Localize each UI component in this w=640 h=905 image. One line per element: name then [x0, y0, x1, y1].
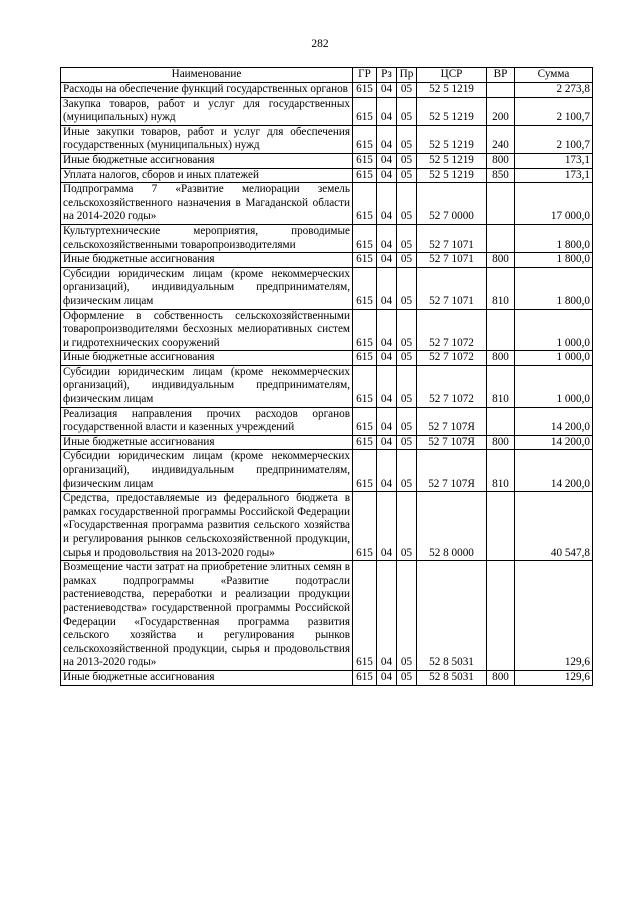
cell-csr: 52 5 1219 — [417, 125, 487, 153]
cell-csr: 52 7 1071 — [417, 267, 487, 309]
cell-csr: 52 7 107Я — [417, 435, 487, 450]
column-header-gr: ГР — [353, 68, 377, 83]
cell-rz: 04 — [377, 168, 397, 183]
cell-name: Иные бюджетные ассигнования — [61, 351, 353, 366]
cell-pr: 05 — [397, 492, 417, 561]
cell-vr: 200 — [487, 97, 515, 125]
cell-pr: 05 — [397, 267, 417, 309]
cell-gr: 615 — [353, 153, 377, 168]
column-header-vr: ВР — [487, 68, 515, 83]
cell-rz: 04 — [377, 407, 397, 435]
cell-name: Иные бюджетные ассигнования — [61, 253, 353, 268]
cell-gr: 615 — [353, 407, 377, 435]
table-row — [61, 153, 593, 168]
table-row — [61, 125, 593, 153]
cell-vr: 800 — [487, 435, 515, 450]
cell-csr: 52 8 5031 — [417, 561, 487, 671]
cell-gr: 615 — [353, 183, 377, 225]
cell-sum: 1 000,0 — [515, 351, 593, 366]
page-number: 282 — [311, 38, 329, 50]
cell-rz: 04 — [377, 435, 397, 450]
cell-pr: 05 — [397, 407, 417, 435]
cell-pr: 05 — [397, 450, 417, 492]
cell-name: Субсидии юридическим лицам (кроме некоммерческих организаций), индивидуальным предпринимателям, физическим лицам — [61, 450, 353, 492]
cell-rz: 04 — [377, 365, 397, 407]
table-row — [61, 407, 593, 435]
cell-sum: 14 200,0 — [515, 450, 593, 492]
cell-rz: 04 — [377, 267, 397, 309]
cell-vr: 810 — [487, 365, 515, 407]
cell-vr — [487, 309, 515, 351]
table-row — [61, 168, 593, 183]
cell-csr: 52 7 1071 — [417, 224, 487, 252]
cell-csr: 52 7 107Я — [417, 407, 487, 435]
cell-name: Оформление в собственность сельскохозяйственными товаропроизводителями бесхозных мелиоративных систем и гидротехнических сооружений — [61, 309, 353, 351]
cell-csr: 52 7 1072 — [417, 309, 487, 351]
cell-pr: 05 — [397, 253, 417, 268]
cell-vr — [487, 224, 515, 252]
cell-gr: 615 — [353, 168, 377, 183]
cell-name: Закупка товаров, работ и услуг для государственных (муниципальных) нужд — [61, 97, 353, 125]
cell-name: Подпрограмма 7 «Развитие мелиорации земель сельскохозяйственного назначения в Магаданской области на 2014-2020 годы» — [61, 183, 353, 225]
table-row — [61, 83, 593, 98]
cell-csr: 52 7 1071 — [417, 253, 487, 268]
cell-gr: 615 — [353, 365, 377, 407]
cell-rz: 04 — [377, 309, 397, 351]
cell-pr: 05 — [397, 183, 417, 225]
budget-table — [60, 67, 593, 686]
cell-name: Культуртехнические мероприятия, проводимые сельскохозяйственными товаропроизводителями — [61, 224, 353, 252]
cell-gr: 615 — [353, 561, 377, 671]
cell-vr: 810 — [487, 267, 515, 309]
cell-pr: 05 — [397, 561, 417, 671]
cell-rz: 04 — [377, 83, 397, 98]
table-row — [61, 670, 593, 685]
cell-rz: 04 — [377, 125, 397, 153]
cell-name: Реализация направления прочих расходов органов государственной власти и казенных учреждений — [61, 407, 353, 435]
cell-sum: 14 200,0 — [515, 435, 593, 450]
cell-sum: 2 100,7 — [515, 97, 593, 125]
cell-rz: 04 — [377, 253, 397, 268]
cell-pr: 05 — [397, 168, 417, 183]
cell-sum: 17 000,0 — [515, 183, 593, 225]
cell-name: Субсидии юридическим лицам (кроме некоммерческих организаций), индивидуальным предпринимателям, физическим лицам — [61, 365, 353, 407]
cell-name: Расходы на обеспечение функций государственных органов — [61, 83, 353, 98]
column-header-sum: Сумма — [515, 68, 593, 83]
cell-pr: 05 — [397, 309, 417, 351]
cell-name: Средства, предоставляемые из федерального бюджета в рамках государственной программы Российской Федерации «Государственная программа развития сельского хозяйства и регулирования рынков сельскохозяйственной продукции, сырья и продовольствия на 2013-2020 годы» — [61, 492, 353, 561]
cell-sum: 14 200,0 — [515, 407, 593, 435]
cell-sum: 173,1 — [515, 153, 593, 168]
cell-rz: 04 — [377, 153, 397, 168]
cell-name: Возмещение части затрат на приобретение элитных семян в рамках подпрограммы «Развитие подотрасли растениеводства, переработки и реализации продукции растениеводства» государственной программы Российской Федерации «Государственная программа развития сельского хозяйства и регулирования рынков сельскохозяйственной продукции, сырья и продовольствия на 2013-2020 годы» — [61, 561, 353, 671]
cell-vr — [487, 407, 515, 435]
cell-name: Субсидии юридическим лицам (кроме некоммерческих организаций), индивидуальным предпринимателям, физическим лицам — [61, 267, 353, 309]
cell-pr: 05 — [397, 153, 417, 168]
cell-pr: 05 — [397, 670, 417, 685]
cell-rz: 04 — [377, 351, 397, 366]
cell-gr: 615 — [353, 224, 377, 252]
cell-gr: 615 — [353, 267, 377, 309]
cell-rz: 04 — [377, 224, 397, 252]
column-header-pr: Пр — [397, 68, 417, 83]
cell-sum: 129,6 — [515, 670, 593, 685]
cell-vr — [487, 83, 515, 98]
cell-gr: 615 — [353, 351, 377, 366]
cell-csr: 52 7 1072 — [417, 365, 487, 407]
cell-sum: 2 273,8 — [515, 83, 593, 98]
cell-csr: 52 7 0000 — [417, 183, 487, 225]
cell-name: Иные бюджетные ассигнования — [61, 435, 353, 450]
table-row — [61, 97, 593, 125]
table-header-row — [61, 68, 593, 83]
table-row — [61, 492, 593, 561]
cell-rz: 04 — [377, 183, 397, 225]
cell-rz: 04 — [377, 670, 397, 685]
cell-sum: 2 100,7 — [515, 125, 593, 153]
cell-gr: 615 — [353, 97, 377, 125]
cell-name: Иные бюджетные ассигнования — [61, 670, 353, 685]
cell-vr — [487, 183, 515, 225]
cell-vr: 240 — [487, 125, 515, 153]
cell-csr: 52 7 107Я — [417, 450, 487, 492]
cell-gr: 615 — [353, 670, 377, 685]
table-row — [61, 267, 593, 309]
cell-csr: 52 5 1219 — [417, 83, 487, 98]
cell-sum: 1 800,0 — [515, 253, 593, 268]
cell-gr: 615 — [353, 125, 377, 153]
cell-vr — [487, 492, 515, 561]
table-row — [61, 183, 593, 225]
cell-vr: 810 — [487, 450, 515, 492]
cell-vr: 800 — [487, 351, 515, 366]
column-header-name: Наименование — [61, 68, 353, 83]
cell-csr: 52 8 0000 — [417, 492, 487, 561]
cell-sum: 173,1 — [515, 168, 593, 183]
table-row — [61, 224, 593, 252]
table-row — [61, 309, 593, 351]
cell-pr: 05 — [397, 435, 417, 450]
cell-csr: 52 5 1219 — [417, 153, 487, 168]
table-row — [61, 351, 593, 366]
cell-pr: 05 — [397, 224, 417, 252]
cell-pr: 05 — [397, 125, 417, 153]
cell-pr: 05 — [397, 97, 417, 125]
cell-pr: 05 — [397, 351, 417, 366]
cell-gr: 615 — [353, 253, 377, 268]
cell-vr: 800 — [487, 153, 515, 168]
cell-rz: 04 — [377, 561, 397, 671]
cell-csr: 52 7 1072 — [417, 351, 487, 366]
cell-rz: 04 — [377, 450, 397, 492]
cell-gr: 615 — [353, 450, 377, 492]
cell-rz: 04 — [377, 492, 397, 561]
cell-vr: 850 — [487, 168, 515, 183]
cell-sum: 1 000,0 — [515, 309, 593, 351]
cell-vr: 800 — [487, 670, 515, 685]
cell-name: Уплата налогов, сборов и иных платежей — [61, 168, 353, 183]
cell-pr: 05 — [397, 365, 417, 407]
table-row — [61, 365, 593, 407]
cell-rz: 04 — [377, 97, 397, 125]
cell-csr: 52 5 1219 — [417, 168, 487, 183]
column-header-rz: Рз — [377, 68, 397, 83]
cell-sum: 1 800,0 — [515, 267, 593, 309]
cell-gr: 615 — [353, 83, 377, 98]
cell-sum: 40 547,8 — [515, 492, 593, 561]
cell-name: Иные бюджетные ассигнования — [61, 153, 353, 168]
cell-sum: 1 000,0 — [515, 365, 593, 407]
cell-gr: 615 — [353, 309, 377, 351]
cell-sum: 129,6 — [515, 561, 593, 671]
table-row — [61, 435, 593, 450]
cell-csr: 52 8 5031 — [417, 670, 487, 685]
cell-name: Иные закупки товаров, работ и услуг для обеспечения государственных (муниципальных) нужд — [61, 125, 353, 153]
table-row — [61, 253, 593, 268]
cell-gr: 615 — [353, 492, 377, 561]
cell-gr: 615 — [353, 435, 377, 450]
column-header-csr: ЦСР — [417, 68, 487, 83]
cell-vr — [487, 561, 515, 671]
cell-sum: 1 800,0 — [515, 224, 593, 252]
cell-pr: 05 — [397, 83, 417, 98]
cell-vr: 800 — [487, 253, 515, 268]
table-row — [61, 450, 593, 492]
table-row — [61, 561, 593, 671]
cell-csr: 52 5 1219 — [417, 97, 487, 125]
